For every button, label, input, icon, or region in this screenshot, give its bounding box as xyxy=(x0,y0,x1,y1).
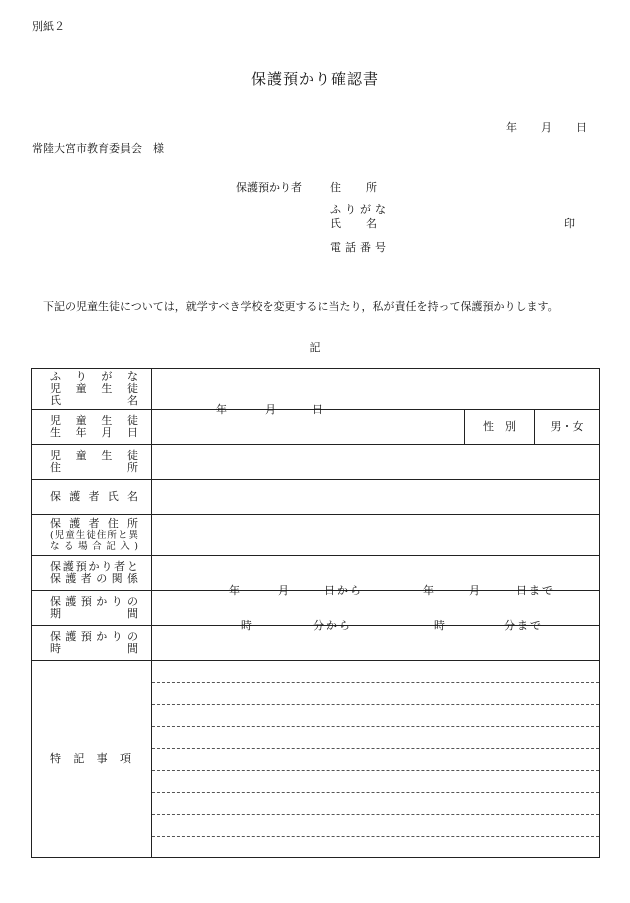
gender-label: 性 別 xyxy=(465,410,535,445)
guardian-phone-label: 電話番号 xyxy=(330,241,390,254)
guardian-name-label: 氏 名 xyxy=(330,217,378,230)
time-to-hour: 時 xyxy=(434,619,445,632)
period-from-month: 月 xyxy=(278,584,289,597)
row-relationship xyxy=(32,556,600,591)
student-address-label xyxy=(32,445,152,480)
birth-month: 月 xyxy=(265,403,276,416)
row-time xyxy=(32,626,600,661)
time-to-min: 分まで xyxy=(504,619,543,632)
seal-mark: 印 xyxy=(564,217,575,230)
remarks-line xyxy=(152,661,599,683)
period-to-month: 月 xyxy=(469,584,480,597)
period-to-day: 日まで xyxy=(516,584,555,597)
ki-mark: 記 xyxy=(309,341,321,354)
confirmation-table xyxy=(31,368,600,858)
remarks-label xyxy=(32,661,152,858)
remarks-field[interactable] xyxy=(152,661,600,858)
guardian-furigana-label: ふりがな xyxy=(330,203,390,216)
row-parent-name xyxy=(32,480,600,515)
parent-address-text: 保護者住所 xyxy=(50,517,138,530)
time-label xyxy=(32,626,152,661)
statement: 下記の児童生徒については，就学すべき学校を変更するに当たり，私が責任を持って保護預かりします。 xyxy=(43,300,559,313)
birth-student-label: 児童生徒 xyxy=(50,414,138,427)
guardian-address-label: 住 所 xyxy=(330,181,378,194)
parent-name-field[interactable] xyxy=(152,480,600,515)
addressee: 常陸大宮市教育委員会 様 xyxy=(32,142,164,155)
birth-day: 日 xyxy=(312,403,323,416)
parent-address-label xyxy=(32,515,152,556)
parent-name-label xyxy=(32,480,152,515)
remarks-line xyxy=(152,705,599,727)
parent-address-field[interactable] xyxy=(152,515,600,556)
birth-date-label: 生年月日 xyxy=(50,426,138,439)
furigana-label: ふりがな xyxy=(50,370,138,383)
relationship-label xyxy=(32,556,152,591)
guardian-heading: 保護預かり者 xyxy=(236,181,302,194)
remarks-line xyxy=(152,749,599,771)
student-name-label xyxy=(32,369,152,410)
parent-address-note-1: (児童生徒住所と異 xyxy=(50,530,138,541)
remarks-text: 特記事項 xyxy=(50,752,131,765)
time-field[interactable] xyxy=(152,619,600,661)
relationship-text-1: 保護預かり者と xyxy=(50,560,138,573)
row-birthdate xyxy=(32,410,600,445)
row-student-address xyxy=(32,445,600,480)
birthdate-field[interactable] xyxy=(152,403,465,445)
address-label: 住所 xyxy=(50,461,138,474)
period-label xyxy=(32,591,152,626)
period-to-year: 年 xyxy=(423,584,434,597)
student-address-field[interactable] xyxy=(152,445,600,480)
birth-year: 年 xyxy=(216,403,227,416)
time-from-hour: 時 xyxy=(241,619,252,632)
parent-address-note-2: なる場合記入) xyxy=(50,541,138,552)
remarks-line xyxy=(152,683,599,705)
student-label: 児童生徒 xyxy=(50,382,138,395)
birthdate-label xyxy=(32,410,152,445)
document-title: 保護預かり確認書 xyxy=(250,70,379,88)
address-student-label: 児童生徒 xyxy=(50,449,138,462)
remarks-line xyxy=(152,771,599,793)
period-text-2: 期間 xyxy=(50,607,138,620)
remarks-line xyxy=(152,727,599,749)
relationship-text-2: 保護者の関係 xyxy=(50,572,138,585)
date-year: 年 xyxy=(506,121,517,134)
time-from-min: 分から xyxy=(313,619,352,632)
time-text-1: 保護預かりの xyxy=(50,630,138,643)
attachment-label: 別紙２ xyxy=(32,20,65,33)
gender-choice[interactable]: 男・女 xyxy=(535,410,600,445)
remarks-line xyxy=(152,815,599,837)
remarks-line xyxy=(152,793,599,815)
time-text-2: 時間 xyxy=(50,642,138,655)
row-remarks xyxy=(32,661,600,858)
row-parent-address xyxy=(32,515,600,556)
date-month: 月 xyxy=(541,121,552,134)
name-label: 氏名 xyxy=(50,394,138,407)
period-from-day: 日から xyxy=(324,584,363,597)
period-from-year: 年 xyxy=(229,584,240,597)
period-text-1: 保護預かりの xyxy=(50,595,138,608)
date-day: 日 xyxy=(576,121,587,134)
parent-name-text: 保護者氏名 xyxy=(50,490,138,503)
